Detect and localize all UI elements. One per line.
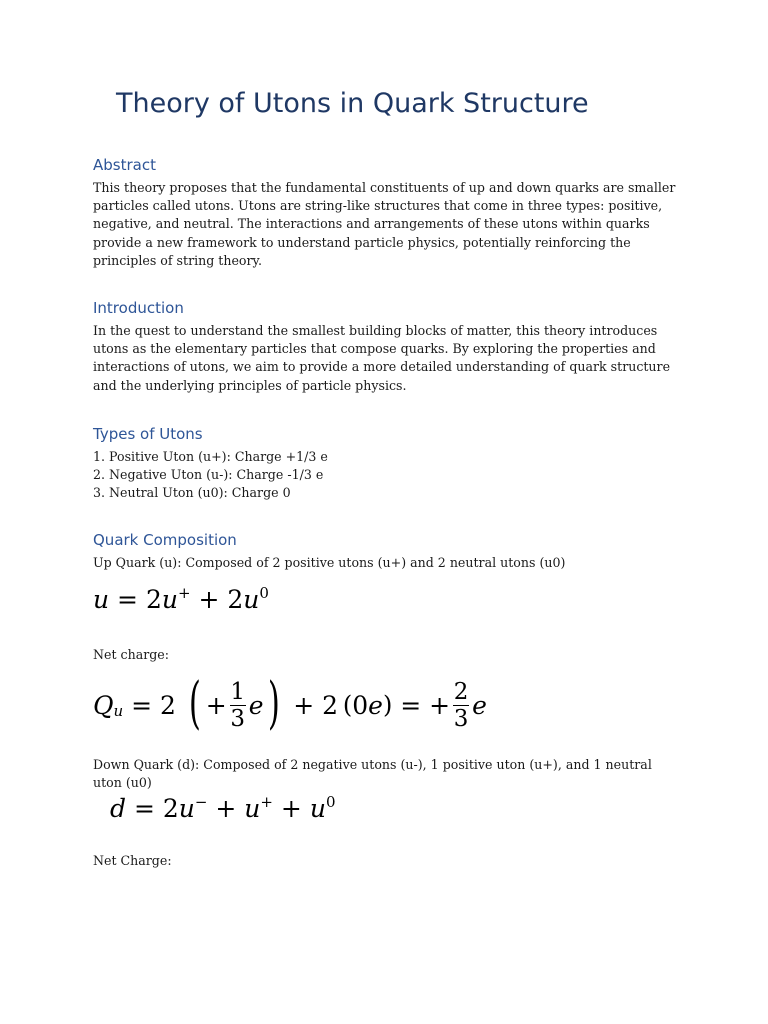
net-charge-label: Net charge: [93,647,169,662]
introduction-section [93,299,683,395]
abstract-text: This theory proposes that the fundamental constituents of up and down quarks are smaller particles called utons. Utons are string-like structures that come in three types: positive, negative, and neutral. The interactions and arrangements of these utons within quarks provide a new framework to understand particle physics, potentially reinforcing the principles of string theory. [93,180,676,268]
list-item: 1. Positive Uton (u+): Charge +1/3 e [93,449,328,464]
down-quark-text: Down Quark (d): Composed of 2 negative utons (u-), 1 positive uton (u+), and 1 neutral uton (u0) [93,757,652,791]
down-quark-equation: $d = 2u^- + u^+ + u^0$ [110,793,336,823]
up-quark-charge-equation: Q u = 2 ( + $\frac{1}{3}$ e ) + 2 ( 0 e ) = + $\frac{2}{3}$ e [93,670,487,736]
up-quark-text: Up Quark (u): Composed of 2 positive utons (u+) and 2 neutral utons (u0) [93,555,566,570]
types-section [93,425,683,503]
list-item: 3. Neutral Uton (u0): Charge 0 [93,485,291,501]
types-list [93,448,683,503]
abstract-section [93,156,683,270]
types-heading: Types of Utons [93,425,203,443]
document-title: Theory of Utons in Quark Structure [116,88,589,119]
up-quark-equation: $u = 2u^+ + 2u^0$ [93,584,269,614]
introduction-heading: Introduction [93,299,184,317]
net-charge-label-2: Net Charge: [93,853,172,868]
introduction-text: In the quest to understand the smallest building blocks of matter, this theory introduces utons as the elementary particles that compose quarks. By exploring the properties and interactions of utons, we aim to provide a more detailed understanding of quark structure and the underlying principles of particle physics. [93,323,671,393]
composition-section [93,531,683,572]
list-item: 2. Negative Uton (u-): Charge -1/3 e [93,467,324,483]
abstract-heading: Abstract [93,156,156,174]
composition-heading: Quark Composition [93,531,237,549]
